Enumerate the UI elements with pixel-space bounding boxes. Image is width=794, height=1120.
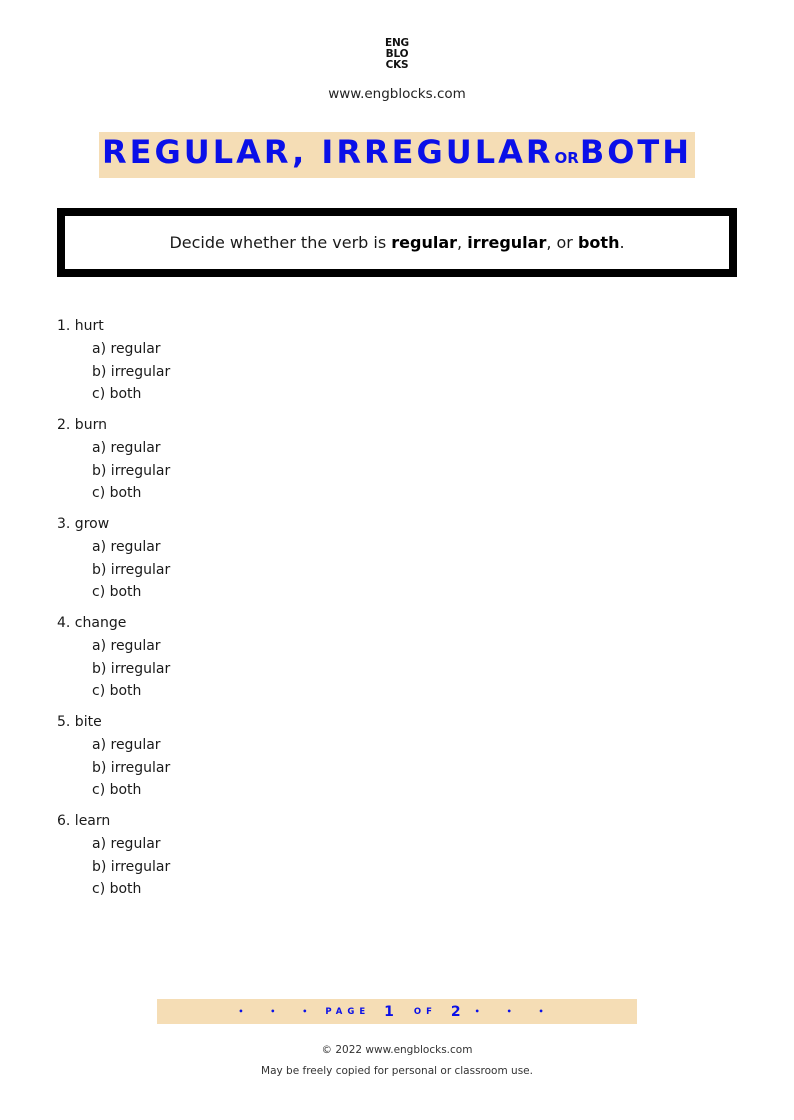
question-stem: 4. change: [57, 615, 127, 631]
question-stem: 1. hurt: [57, 318, 104, 334]
instructions-separator: ,: [457, 233, 468, 252]
answer-option-a[interactable]: a) regular: [92, 440, 161, 456]
instructions-option-regular: regular: [391, 233, 458, 252]
title-part-2: BOTH: [579, 133, 693, 171]
answer-option-c[interactable]: c) both: [92, 386, 142, 402]
title-part-1: REGULAR, IRREGULAR: [101, 133, 554, 171]
total-pages-number: 2: [450, 1003, 461, 1020]
answer-option-b[interactable]: b) irregular: [92, 858, 171, 875]
answer-options: [57, 635, 170, 703]
answer-option-c[interactable]: c) both: [92, 881, 142, 897]
question-stem: 5. bite: [57, 714, 102, 730]
site-url[interactable]: www.engblocks.com: [328, 86, 466, 102]
answer-option-b[interactable]: b) irregular: [92, 363, 171, 380]
answer-option-a[interactable]: a) regular: [92, 836, 161, 852]
answer-option-c[interactable]: c) both: [92, 782, 142, 798]
answer-option-a[interactable]: a) regular: [92, 737, 161, 753]
question-1: [57, 316, 170, 415]
question-6: [57, 811, 170, 910]
answer-option-a[interactable]: a) regular: [92, 539, 161, 555]
answer-option-a[interactable]: a) regular: [92, 341, 161, 357]
answer-option-b[interactable]: b) irregular: [92, 462, 171, 479]
instructions-prefix: Decide whether the verb is: [169, 233, 392, 252]
answer-options: [57, 833, 170, 901]
question-4: [57, 613, 170, 712]
title-wrapper: [0, 132, 794, 178]
answer-option-b[interactable]: b) irregular: [92, 660, 171, 677]
logo-line: BLO: [385, 48, 409, 60]
instructions-option-irregular: irregular: [467, 233, 547, 252]
copyright-notice: © 2022 www.engblocks.com: [321, 1044, 473, 1056]
instructions-option-both: both: [577, 233, 620, 252]
engblocks-logo: [381, 38, 413, 71]
answer-options: [57, 338, 170, 406]
question-stem: 6. learn: [57, 813, 111, 829]
license-notice: May be freely copied for personal or classroom use.: [261, 1065, 533, 1077]
answer-options: [57, 734, 170, 802]
logo-line: ENG: [385, 37, 409, 49]
question-stem: 2. burn: [57, 417, 107, 433]
instructions-suffix: .: [619, 233, 625, 252]
question-3: [57, 514, 170, 613]
of-word: OF: [413, 1006, 437, 1017]
answer-option-b[interactable]: b) irregular: [92, 561, 171, 578]
answer-option-b[interactable]: b) irregular: [92, 759, 171, 776]
answer-option-c[interactable]: c) both: [92, 584, 142, 600]
logo-line: CKS: [385, 59, 409, 71]
instructions-box: [57, 208, 737, 277]
question-stem: 3. grow: [57, 516, 110, 532]
question-5: [57, 712, 170, 811]
title-connector: OR: [554, 149, 579, 167]
current-page-number: 1: [384, 1003, 394, 1020]
decorative-dots: • • •: [474, 1007, 556, 1016]
answer-option-c[interactable]: c) both: [92, 683, 142, 699]
page-word: PAGE: [325, 1006, 371, 1017]
page-title: [99, 132, 695, 178]
answer-option-c[interactable]: c) both: [92, 485, 142, 501]
page-indicator: [157, 999, 637, 1024]
instructions-text: [169, 233, 624, 252]
answer-options: [57, 536, 170, 604]
decorative-dots: • • •: [238, 1007, 320, 1016]
answer-options: [57, 437, 170, 505]
answer-option-a[interactable]: a) regular: [92, 638, 161, 654]
question-2: [57, 415, 170, 514]
question-list: [57, 316, 170, 910]
instructions-separator: , or: [546, 233, 578, 252]
